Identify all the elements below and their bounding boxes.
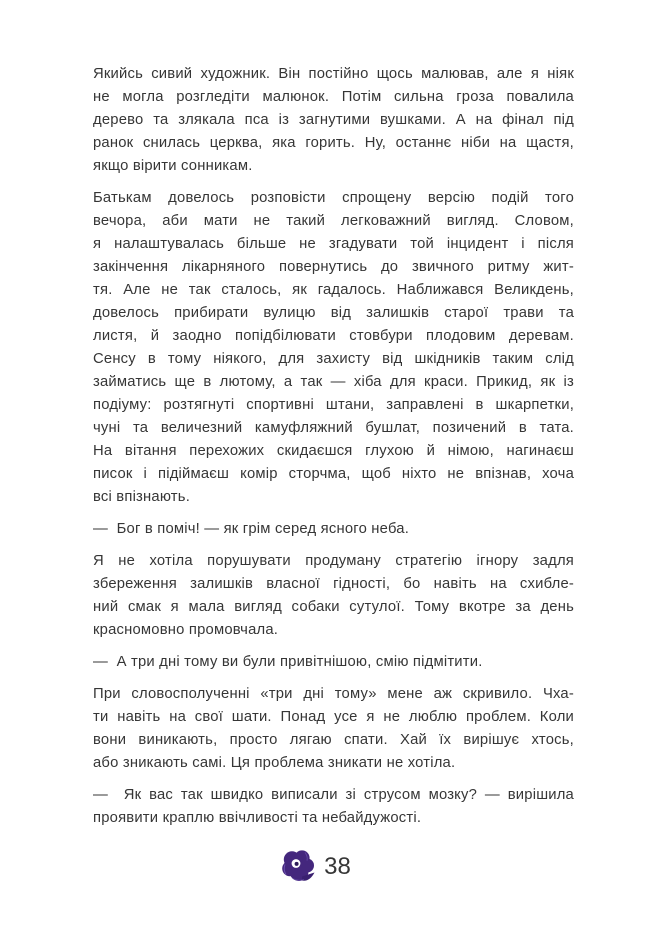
- text-line: — Як вас так швидко виписали зі струсом мозку? — вирішила: [93, 787, 574, 803]
- text-line: довелось прибирати вулицю від залишків старої трави та: [93, 305, 574, 321]
- text-line: красномовно промовчала.: [93, 622, 279, 638]
- text-line: збереження залишків власної гідності, бо навіть на схибле-: [93, 576, 574, 592]
- dialogue-paragraph: [93, 784, 574, 830]
- text-line: проявити краплю ввічливості та небайдужості.: [93, 810, 422, 826]
- text-line: ти навіть на свої шати. Понад усе я не люблю проблем. Коли: [93, 709, 574, 725]
- text-line: — А три дні тому ви були привітнішою, смію підмітити.: [93, 654, 483, 670]
- text-line: — Бог в поміч! — як грім серед ясного неба.: [93, 521, 410, 537]
- text-line: Батькам довелось розповісти спрощену версію подій того: [93, 190, 574, 206]
- text-line: закінчення лікарняного повернутись до звичного ритму жит-: [93, 259, 574, 275]
- text-line: ранок снилась церква, яка горить. Ну, останнє ніби на щастя,: [93, 135, 574, 151]
- dialogue-paragraph: [93, 651, 574, 674]
- text-line: вони виникають, просто лягаю спати. Хай їх вирішує хтось,: [93, 732, 574, 748]
- text-line: не могла розгледіти малюнок. Потім сильна гроза повалила: [93, 89, 574, 105]
- text-line: Сенсу в тому ніякого, для захисту від шкідників таким слід: [93, 351, 574, 367]
- text-line: Я не хотіла порушувати продуману стратегію ігнору задля: [93, 553, 574, 569]
- text-line: всі впізнають.: [93, 489, 191, 505]
- text-line: або зникають самі. Ця проблема зникати не хотіла.: [93, 755, 456, 771]
- paragraph: [93, 550, 574, 642]
- text-line: При словосполученні «три дні тому» мене аж скривило. Чха-: [93, 686, 574, 702]
- text-line: чуні та величезний камуфляжний бушлат, позичений в тата.: [93, 420, 574, 436]
- text-line: якщо вірити сонникам.: [93, 158, 253, 174]
- page-number: 38: [324, 853, 351, 880]
- text-line: ний смак я мала вигляд собаки сутулої. Тому вкотре за день: [93, 599, 574, 615]
- text-line: подіуму: розтягнуті спортивні штани, заправлені в шкарпетки,: [93, 397, 574, 413]
- text-line: вечора, аби мати не такий легковажний вигляд. Словом,: [93, 213, 574, 229]
- text-line: тя. Але не так сталось, як гадалось. Наближався Великдень,: [93, 282, 574, 298]
- paragraph: [93, 683, 574, 775]
- page-footer: [0, 848, 641, 885]
- text-line: займатись ще в лютому, а так — хіба для краси. Прикид, як із: [93, 374, 574, 390]
- poppy-flower-icon: [282, 848, 315, 885]
- text-line: На вітання перехожих скидаєшся глухою й німою, нагинаєш: [93, 443, 574, 459]
- paragraph: [93, 187, 574, 509]
- text-line: дерево та злякала пса із загнутими вушками. А на фінал під: [93, 112, 574, 128]
- dialogue-paragraph: [93, 518, 574, 541]
- text-line: я налаштувалась більше не згадувати той інцидент і після: [93, 236, 574, 252]
- text-line: Якийсь сивий художник. Він постійно щось малював, але я ніяк: [93, 66, 574, 82]
- text-line: писок і підіймаєш комір сторчма, щоб ніхто не впізнав, хоча: [93, 466, 574, 482]
- paragraph: [93, 63, 574, 178]
- text-line: листя, й заодно попідбілювати стовбури плодовим деревам.: [93, 328, 574, 344]
- page-text: [93, 63, 574, 839]
